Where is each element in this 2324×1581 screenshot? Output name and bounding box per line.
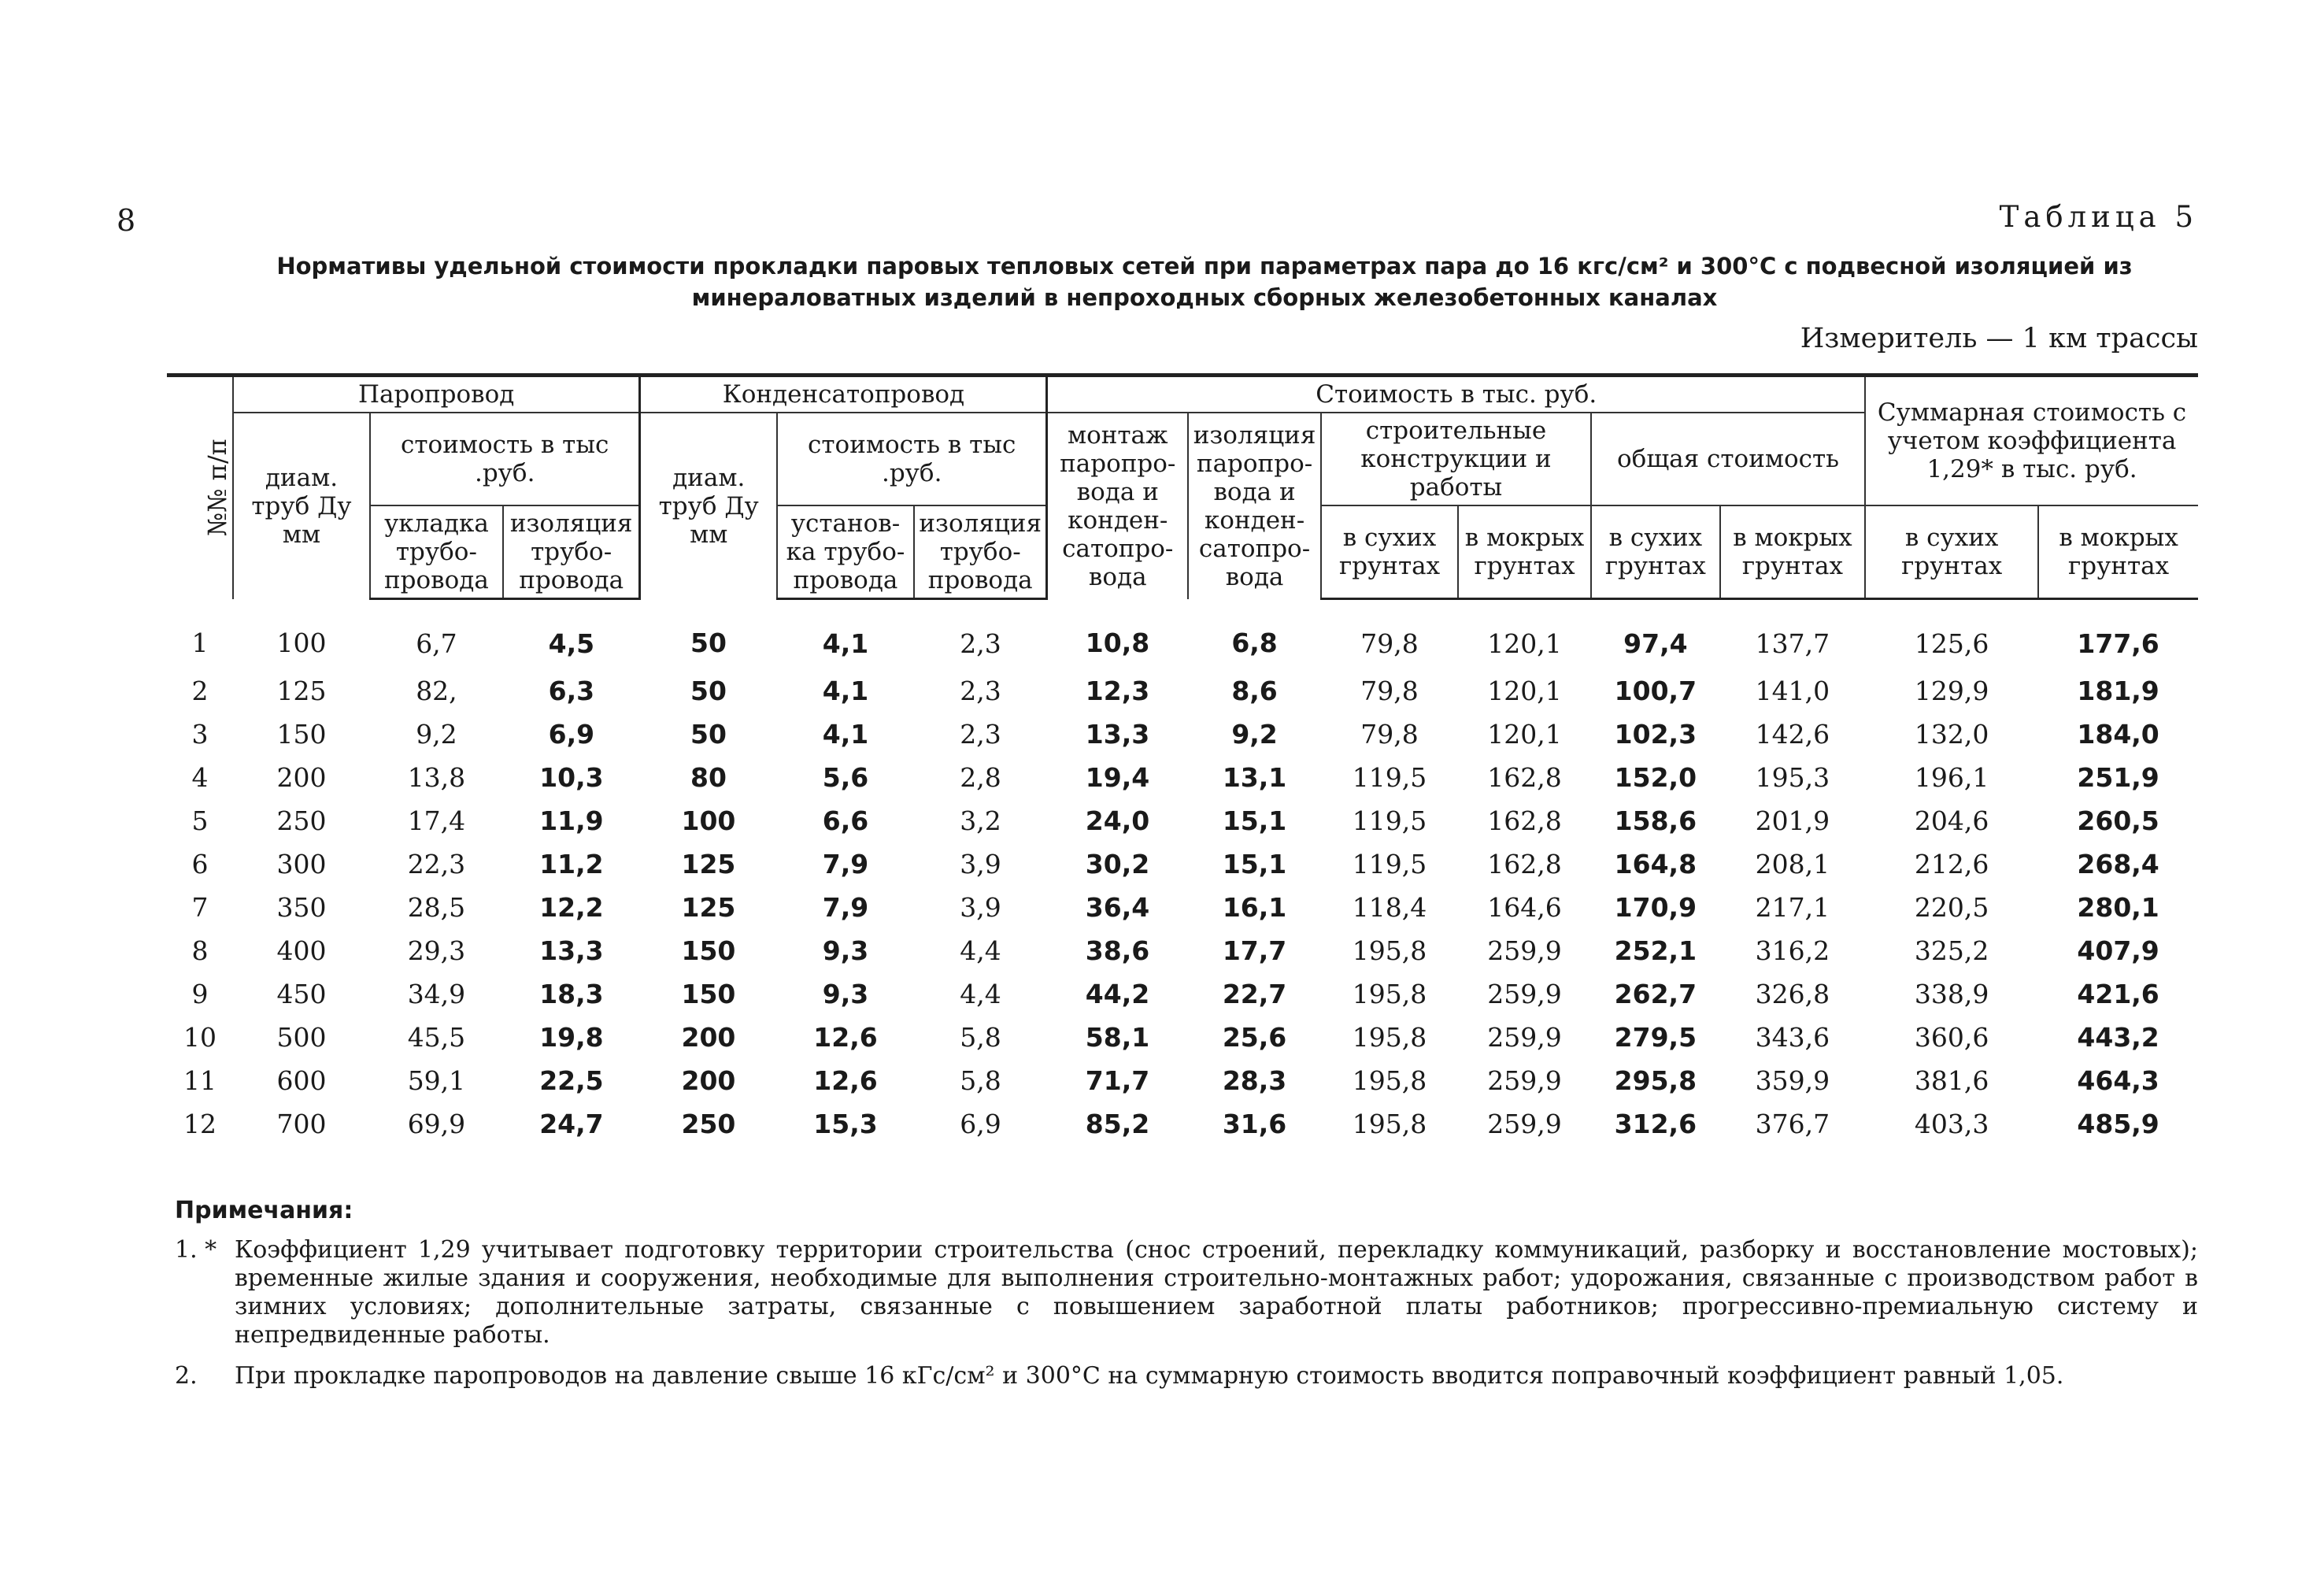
cell-building-dry: 79,8 — [1360, 628, 1419, 659]
cell-cond-insulation: 5,8 — [960, 1022, 1001, 1053]
cell-sum-wet: 485,9 — [2077, 1109, 2159, 1139]
cell-building-wet: 120,1 — [1487, 676, 1562, 706]
cell-steam-laying: 34,9 — [407, 979, 466, 1009]
cell-steam-insulation: 12,2 — [539, 892, 604, 923]
notes-title: Примечания: — [175, 1197, 353, 1224]
cell-building-dry: 195,8 — [1352, 1022, 1427, 1053]
cell-building-dry: 118,4 — [1352, 892, 1427, 923]
table-row — [167, 886, 2198, 929]
cell-building-wet: 120,1 — [1487, 628, 1562, 659]
cell-cond-insulation: 4,4 — [960, 979, 1001, 1009]
cell-sum-dry: 325,2 — [1914, 935, 1989, 966]
table-body — [167, 599, 2198, 1146]
cell-building-wet: 120,1 — [1487, 719, 1562, 750]
cell-cond-diam: 200 — [681, 1022, 736, 1053]
cell-mount-cost: 44,2 — [1085, 979, 1150, 1009]
cost-table — [167, 373, 2198, 1146]
cell-general-dry: 295,8 — [1614, 1065, 1697, 1096]
cell-cond-installation: 7,9 — [822, 849, 869, 879]
header-total-sum: Суммарная стоимость с учетом коэффициента 1,29* в тыс. руб. — [1865, 376, 2198, 506]
cell-sum-wet: 251,9 — [2077, 762, 2159, 793]
note-item — [175, 1362, 2198, 1390]
notes — [175, 1197, 2198, 1403]
cell-cond-insulation: 4,4 — [960, 935, 1001, 966]
note-text: При прокладке паропроводов на давление свыше 16 кГс/см² и 300°С на суммарную стоимость вводится поправочный коэффициент равный 1,05. — [235, 1362, 2064, 1390]
cell-row-number: 3 — [191, 719, 209, 750]
cell-building-wet: 162,8 — [1487, 849, 1562, 879]
cell-steam-diam: 125 — [276, 676, 327, 706]
cell-sum-dry: 125,6 — [1914, 628, 1989, 659]
cell-general-wet: 137,7 — [1755, 628, 1830, 659]
header-steam-insulation: изоляция трубо-провода — [503, 505, 640, 599]
cell-cond-diam: 200 — [681, 1065, 736, 1096]
cell-steam-laying: 82, — [416, 676, 457, 706]
cell-steam-laying: 9,2 — [416, 719, 457, 750]
note-item — [175, 1236, 2198, 1350]
cell-general-wet: 201,9 — [1755, 805, 1830, 836]
table-row — [167, 842, 2198, 886]
cell-steam-diam: 450 — [276, 979, 327, 1009]
header-row-number: №№ п/п — [202, 439, 233, 537]
header-sum-wet: в мокрых грунтах — [2038, 505, 2198, 599]
cell-building-dry: 195,8 — [1352, 1065, 1427, 1096]
cell-sum-wet: 464,3 — [2077, 1065, 2159, 1096]
table-title — [197, 250, 2212, 313]
table-row — [167, 756, 2198, 799]
cell-sum-wet: 184,0 — [2077, 719, 2159, 750]
cell-steam-insulation: 4,5 — [548, 628, 595, 659]
title-line-2: минераловатных изделий в непроходных сборных железобетонных каналах — [691, 284, 1718, 311]
cell-row-number: 11 — [183, 1065, 216, 1096]
cell-cond-installation: 4,1 — [822, 719, 869, 750]
header-mount: монтаж паропро-вода и конден-сатопро-вода — [1047, 413, 1188, 599]
cell-row-number: 4 — [191, 762, 209, 793]
cell-general-dry: 97,4 — [1623, 628, 1688, 659]
cell-steam-insulation: 11,9 — [539, 805, 604, 836]
cell-insulation-cost: 17,7 — [1222, 935, 1287, 966]
table-row — [167, 713, 2198, 756]
cell-cond-diam: 80 — [690, 762, 727, 793]
cell-general-wet: 359,9 — [1755, 1065, 1830, 1096]
cell-steam-diam: 200 — [276, 762, 327, 793]
cell-sum-wet: 181,9 — [2077, 676, 2159, 706]
table-row — [167, 1059, 2198, 1102]
cell-steam-laying: 13,8 — [407, 762, 466, 793]
cell-general-wet: 343,6 — [1755, 1022, 1830, 1053]
cell-cond-diam: 50 — [690, 627, 727, 658]
cell-insulation-cost: 8,6 — [1231, 676, 1278, 706]
header-cost: Стоимость в тыс. руб. — [1047, 376, 1865, 413]
cell-general-dry: 262,7 — [1614, 979, 1697, 1009]
cell-insulation-cost: 28,3 — [1222, 1065, 1287, 1096]
cell-steam-laying: 17,4 — [407, 805, 466, 836]
measure-unit: Измеритель — 1 км трассы — [1800, 323, 2198, 354]
cell-sum-dry: 220,5 — [1914, 892, 1989, 923]
cell-steam-insulation: 13,3 — [539, 935, 604, 966]
cell-building-dry: 195,8 — [1352, 979, 1427, 1009]
cell-steam-laying: 6,7 — [416, 628, 457, 659]
cell-steam-laying: 45,5 — [407, 1022, 466, 1053]
cell-general-dry: 312,6 — [1614, 1109, 1697, 1139]
cell-steam-insulation: 6,3 — [548, 676, 595, 706]
cell-insulation-cost: 9,2 — [1231, 719, 1278, 750]
cell-sum-wet: 421,6 — [2077, 979, 2159, 1009]
cell-steam-laying: 69,9 — [407, 1109, 466, 1139]
header-general-wet: в мокрых грунтах — [1720, 505, 1865, 599]
cell-steam-insulation: 24,7 — [539, 1109, 604, 1139]
cell-sum-dry: 132,0 — [1914, 719, 1989, 750]
cell-steam-insulation: 6,9 — [548, 719, 595, 750]
cell-cond-insulation: 2,8 — [960, 762, 1001, 793]
cell-cond-diam: 50 — [690, 676, 727, 706]
cell-general-wet: 326,8 — [1755, 979, 1830, 1009]
header-steam-pipe: Паропровод — [233, 376, 640, 413]
cell-building-dry: 79,8 — [1360, 676, 1419, 706]
cell-cond-insulation: 6,9 — [960, 1109, 1001, 1139]
header-steam-cost: стоимость в тыс .руб. — [370, 413, 640, 505]
cell-mount-cost: 85,2 — [1085, 1109, 1150, 1139]
header-steam-diam: диам. труб Ду мм — [233, 413, 370, 599]
cell-steam-diam: 700 — [276, 1109, 327, 1139]
table-label: Таблица 5 — [1999, 200, 2198, 234]
table-row — [167, 799, 2198, 842]
cell-building-dry: 119,5 — [1352, 762, 1427, 793]
cell-steam-diam: 300 — [276, 849, 327, 879]
cell-row-number: 10 — [183, 1022, 216, 1053]
cell-general-dry: 164,8 — [1614, 849, 1697, 879]
cell-steam-diam: 250 — [276, 805, 327, 836]
cell-building-wet: 259,9 — [1487, 1065, 1562, 1096]
cell-cond-installation: 6,6 — [822, 805, 869, 836]
cell-cond-installation: 7,9 — [822, 892, 869, 923]
cell-cond-insulation: 2,3 — [960, 719, 1001, 750]
cell-general-wet: 217,1 — [1755, 892, 1830, 923]
cell-cond-installation: 15,3 — [813, 1109, 878, 1139]
header-cond-diam: диам. труб Ду мм — [640, 413, 777, 599]
cell-sum-wet: 268,4 — [2077, 849, 2159, 879]
header-cond-cost: стоимость в тыс .руб. — [777, 413, 1047, 505]
cell-sum-wet: 443,2 — [2077, 1022, 2159, 1053]
page-number: 8 — [117, 203, 136, 238]
cell-steam-insulation: 22,5 — [539, 1065, 604, 1096]
cell-cond-diam: 100 — [681, 805, 736, 836]
note-number: 2. — [175, 1362, 198, 1390]
cell-row-number: 1 — [191, 627, 209, 658]
cell-building-wet: 259,9 — [1487, 1022, 1562, 1053]
header-building-dry: в сухих грунтах — [1321, 505, 1458, 599]
cell-cond-diam: 50 — [690, 719, 727, 750]
cell-mount-cost: 24,0 — [1085, 805, 1150, 836]
cell-steam-diam: 400 — [276, 935, 327, 966]
cell-building-wet: 259,9 — [1487, 935, 1562, 966]
cell-building-dry: 195,8 — [1352, 1109, 1427, 1139]
cell-sum-wet: 260,5 — [2077, 805, 2159, 836]
table-row — [167, 599, 2198, 670]
cell-mount-cost: 71,7 — [1085, 1065, 1150, 1096]
cell-sum-wet: 177,6 — [2077, 628, 2159, 659]
title-line-1: Нормативы удельной стоимости прокладки паровых тепловых сетей при параметрах пара до 16 кгс/см² и 300°С с подвесной изоляцией из — [276, 253, 2133, 280]
cell-steam-insulation: 10,3 — [539, 762, 604, 793]
cell-row-number: 8 — [191, 935, 209, 966]
cell-general-dry: 152,0 — [1614, 762, 1697, 793]
cell-insulation-cost: 22,7 — [1222, 979, 1287, 1009]
cell-steam-diam: 500 — [276, 1022, 327, 1053]
cell-general-dry: 279,5 — [1614, 1022, 1697, 1053]
cell-general-wet: 142,6 — [1755, 719, 1830, 750]
header-general: общая стоимость — [1591, 413, 1865, 505]
cell-building-wet: 259,9 — [1487, 1109, 1562, 1139]
cell-insulation-cost: 15,1 — [1222, 805, 1287, 836]
cell-cond-diam: 125 — [681, 849, 736, 879]
cell-cond-diam: 150 — [681, 935, 736, 966]
cell-building-dry: 119,5 — [1352, 849, 1427, 879]
cell-row-number: 12 — [183, 1109, 216, 1139]
cell-steam-diam: 350 — [276, 892, 327, 923]
header-cond-insulation: изоляция трубо-провода — [914, 505, 1047, 599]
cell-row-number: 6 — [191, 849, 209, 879]
cell-row-number: 2 — [191, 676, 209, 706]
table-row — [167, 669, 2198, 713]
cell-building-dry: 119,5 — [1352, 805, 1427, 836]
cell-building-dry: 195,8 — [1352, 935, 1427, 966]
cell-mount-cost: 12,3 — [1085, 676, 1150, 706]
cell-mount-cost: 36,4 — [1085, 892, 1150, 923]
cell-sum-dry: 403,3 — [1914, 1109, 1989, 1139]
table-row — [167, 1102, 2198, 1146]
table-row — [167, 929, 2198, 972]
cell-sum-wet: 280,1 — [2077, 892, 2159, 923]
cell-cond-installation: 9,3 — [822, 935, 869, 966]
cell-cond-installation: 4,1 — [822, 676, 869, 706]
cell-building-wet: 162,8 — [1487, 805, 1562, 836]
cell-insulation-cost: 6,8 — [1231, 627, 1278, 658]
cell-general-dry: 102,3 — [1614, 719, 1697, 750]
cell-row-number: 5 — [191, 805, 209, 836]
note-text: Коэффициент 1,29 учитывает подготовку территории строительства (снос строений, перекладку коммуникаций, разборку и восстановление мостовых); временные жилые здания и сооружения, необходимые для выполнения строительно-монтажных работ; удорожания, связанные с производством работ в зимних условиях; дополнительные затраты, связанные с повышением заработной платы работников; прогрессивно-премиальную систему и непредвиденные работы. — [235, 1236, 2198, 1349]
table-header — [167, 376, 2198, 599]
cell-mount-cost: 58,1 — [1085, 1022, 1150, 1053]
cell-cond-diam: 125 — [681, 892, 736, 923]
cell-sum-dry: 338,9 — [1914, 979, 1989, 1009]
cell-steam-insulation: 19,8 — [539, 1022, 604, 1053]
cell-mount-cost: 30,2 — [1085, 849, 1150, 879]
cell-general-dry: 100,7 — [1614, 676, 1697, 706]
cell-steam-diam: 600 — [276, 1065, 327, 1096]
cell-cond-installation: 5,6 — [822, 762, 869, 793]
header-building-wet: в мокрых грунтах — [1458, 505, 1591, 599]
cell-sum-dry: 212,6 — [1914, 849, 1989, 879]
cell-cond-insulation: 5,8 — [960, 1065, 1001, 1096]
cell-mount-cost: 19,4 — [1085, 762, 1150, 793]
cell-row-number: 9 — [191, 979, 209, 1009]
cell-insulation-cost: 15,1 — [1222, 849, 1287, 879]
cell-sum-dry: 381,6 — [1914, 1065, 1989, 1096]
note-number: 1. * — [175, 1236, 217, 1264]
cell-general-dry: 252,1 — [1614, 935, 1697, 966]
cell-general-wet: 316,2 — [1755, 935, 1830, 966]
table-row — [167, 1016, 2198, 1059]
cell-building-dry: 79,8 — [1360, 719, 1419, 750]
cell-steam-laying: 28,5 — [407, 892, 466, 923]
cell-steam-laying: 22,3 — [407, 849, 466, 879]
cell-insulation-cost: 13,1 — [1222, 762, 1287, 793]
table-row — [167, 972, 2198, 1016]
cell-general-wet: 376,7 — [1755, 1109, 1830, 1139]
cell-general-wet: 195,3 — [1755, 762, 1830, 793]
cell-general-dry: 170,9 — [1614, 892, 1697, 923]
cell-steam-diam: 150 — [276, 719, 327, 750]
cell-general-wet: 141,0 — [1755, 676, 1830, 706]
cell-steam-insulation: 18,3 — [539, 979, 604, 1009]
cell-cond-insulation: 3,2 — [960, 805, 1001, 836]
cell-cond-insulation: 2,3 — [960, 676, 1001, 706]
cell-cond-insulation: 3,9 — [960, 849, 1001, 879]
cell-building-wet: 259,9 — [1487, 979, 1562, 1009]
cell-cond-installation: 12,6 — [813, 1065, 878, 1096]
cell-insulation-cost: 25,6 — [1222, 1022, 1287, 1053]
cell-mount-cost: 38,6 — [1085, 935, 1150, 966]
cell-mount-cost: 13,3 — [1085, 719, 1150, 750]
cell-sum-dry: 129,9 — [1914, 676, 1989, 706]
header-condensate-pipe: Конденсатопровод — [640, 376, 1047, 413]
cell-cond-diam: 250 — [681, 1109, 736, 1139]
cell-steam-laying: 59,1 — [407, 1065, 466, 1096]
cell-sum-wet: 407,9 — [2077, 935, 2159, 966]
header-insul-both: изоляция паропро-вода и конден-сатопро-вода — [1188, 413, 1321, 599]
cell-steam-laying: 29,3 — [407, 935, 466, 966]
header-laying: укладка трубо-провода — [370, 505, 503, 599]
header-general-dry: в сухих грунтах — [1591, 505, 1720, 599]
cell-building-wet: 162,8 — [1487, 762, 1562, 793]
cell-cond-insulation: 2,3 — [960, 628, 1001, 659]
cell-insulation-cost: 16,1 — [1222, 892, 1287, 923]
cell-cond-insulation: 3,9 — [960, 892, 1001, 923]
header-sum-dry: в сухих грунтах — [1865, 505, 2038, 599]
cell-row-number: 7 — [191, 892, 209, 923]
cell-sum-dry: 360,6 — [1914, 1022, 1989, 1053]
header-installation: установ-ка трубо-провода — [777, 505, 914, 599]
cell-sum-dry: 196,1 — [1914, 762, 1989, 793]
cell-mount-cost: 10,8 — [1085, 627, 1150, 658]
cell-insulation-cost: 31,6 — [1222, 1109, 1287, 1139]
cell-cond-installation: 12,6 — [813, 1022, 878, 1053]
cell-steam-diam: 100 — [276, 627, 327, 658]
cell-cond-installation: 4,1 — [822, 628, 869, 659]
cell-general-wet: 208,1 — [1755, 849, 1830, 879]
cell-cond-diam: 150 — [681, 979, 736, 1009]
cell-sum-dry: 204,6 — [1914, 805, 1989, 836]
header-building: строительные конструкции и работы — [1321, 413, 1591, 505]
cell-cond-installation: 9,3 — [822, 979, 869, 1009]
cell-steam-insulation: 11,2 — [539, 849, 604, 879]
cell-general-dry: 158,6 — [1614, 805, 1697, 836]
cell-building-wet: 164,6 — [1487, 892, 1562, 923]
